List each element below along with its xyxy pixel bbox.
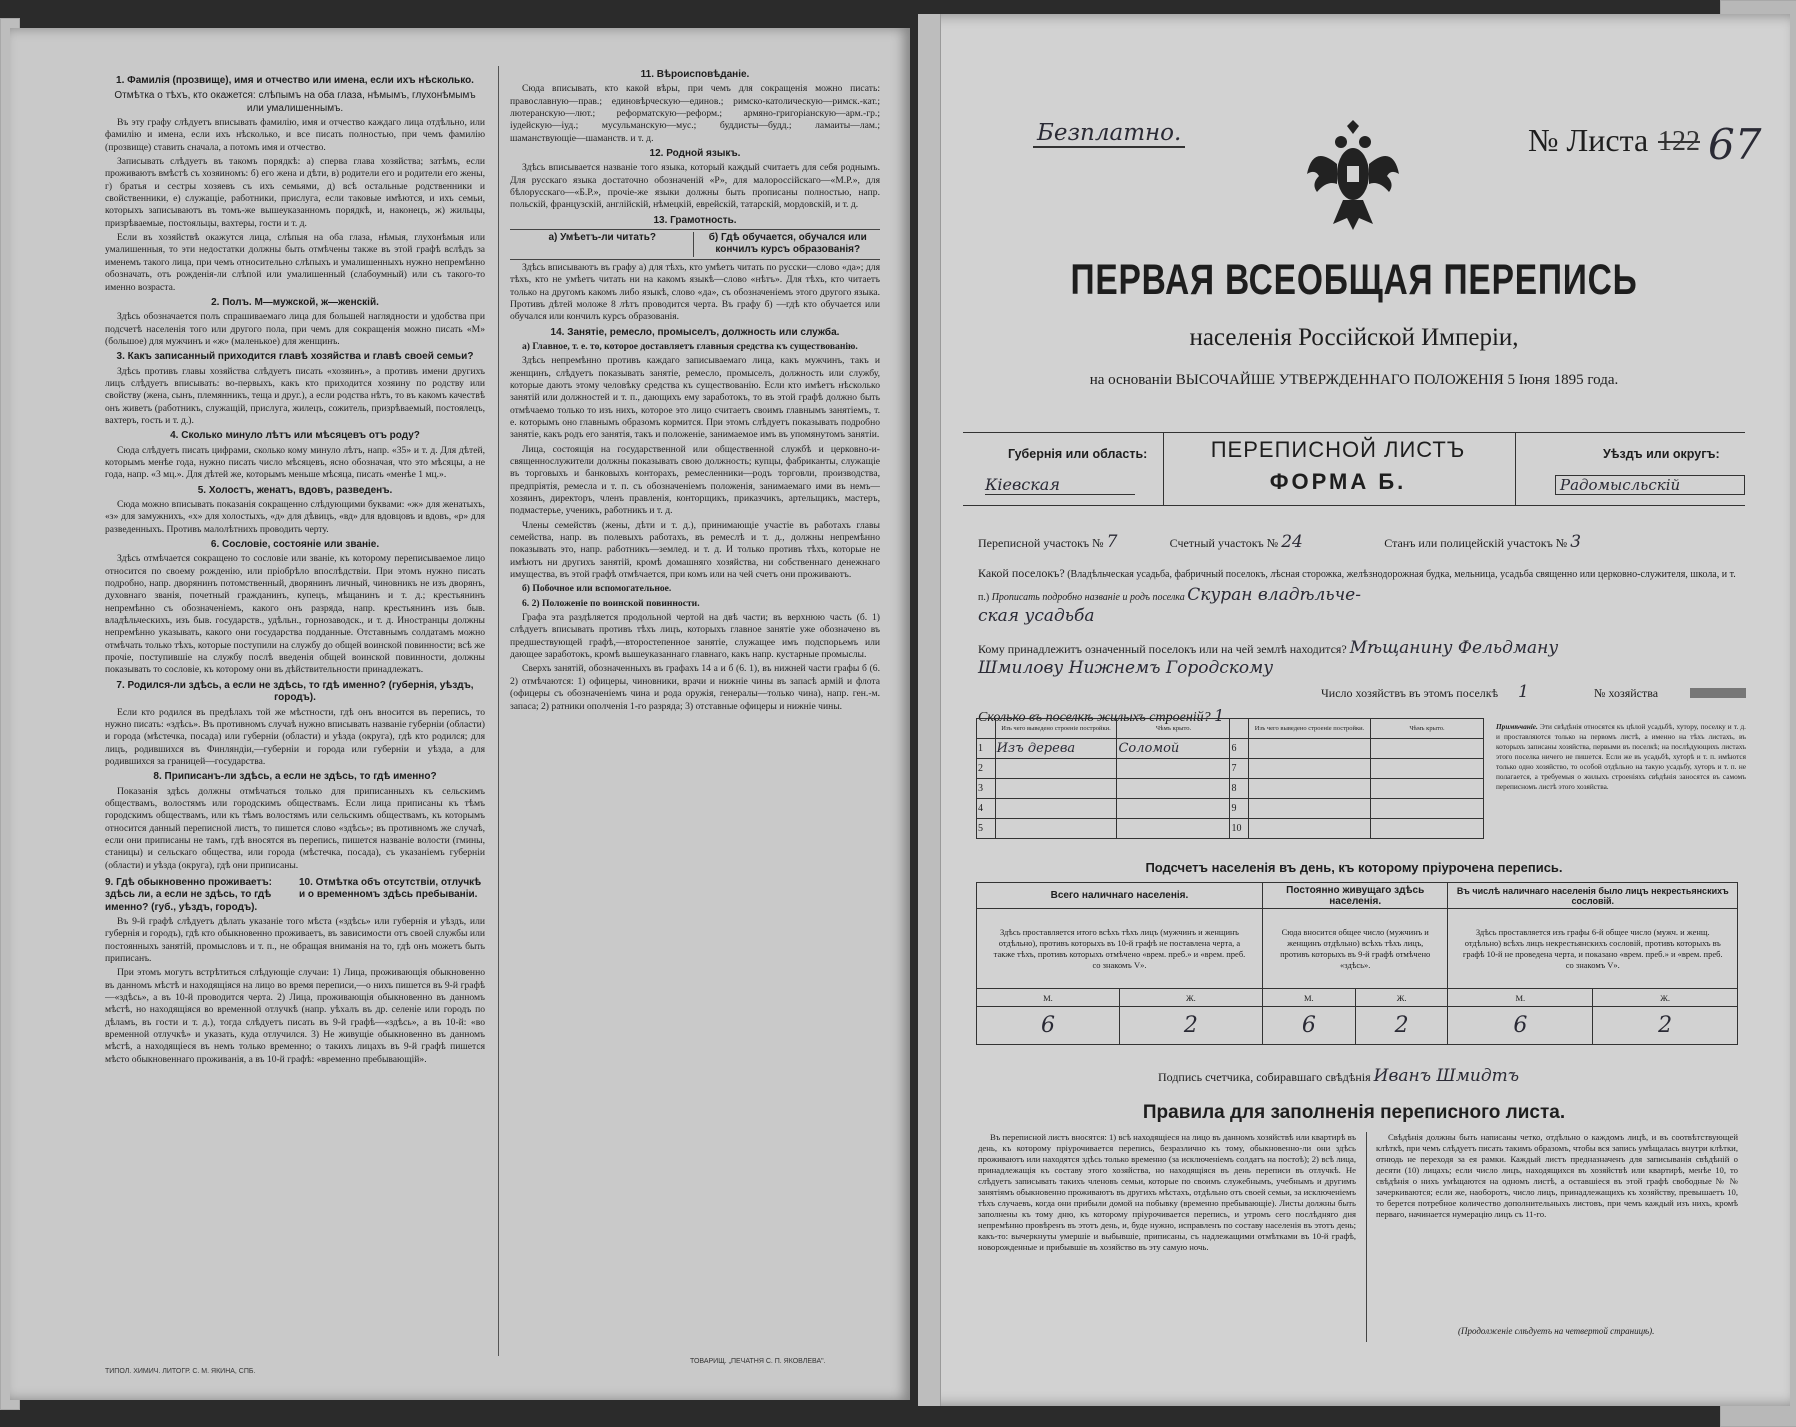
table-row (977, 779, 1484, 799)
stamp-free: Безплатно. (1033, 120, 1185, 148)
household-number-label: № хозяйства (1594, 686, 1659, 700)
left-page-instructions (10, 28, 910, 1400)
paragraph: Если въ хозяйствѣ окажутся лица, слѣпыя на оба глаза, нѣмыя, глухонѣмыя или умалишенныя, то эти недостатки должны быть отмѣчены также въ этой графѣ вслѣдъ за именемъ такого лица, при чемъ относительно слѣпыхъ и умалишенныхъ нужно непремѣнно обозначать, отъ рожденія-ли слѣпой или умалишенный (слабоумный) или съ такого-то именно возраста. (105, 232, 485, 293)
instructions-column-1 (105, 72, 485, 1357)
row-number: 2 (977, 759, 996, 779)
total-female: 2 (1119, 1007, 1262, 1045)
households-line (978, 682, 1738, 706)
table-row (977, 759, 1484, 779)
paragraph: Сюда слѣдуетъ писать цифрами, сколько кому минуло лѣтъ, напр. «35» и т. д. Для дѣтей, которымъ менѣе года, нужно писать число мѣсяцевъ, ясно обозначая, что это мѣсяцы, а не года, напр. «3 мц.». Для дѣтей же, которымъ меньше мѣсяца, писать «менѣе 1 мц.». (105, 444, 485, 481)
column-divider (498, 66, 499, 1356)
heading-q13: 13. Грамотность. (653, 214, 737, 226)
paragraph: Лица, состоящія на государственной или общественной службѣ и церковно-и-священнослужители должны показывать свою должность; купцы, фабриканты, служащіе въ торговыхъ и банковыхъ конторахъ, ремесленники—родъ торговли, производства, предпріятія, ремесла и т. п. съ обозначеніемъ положенія, занимаемаго ими въ немъ—хозяинъ, директоръ, членъ правленія, конторщикъ, приказчикъ, артельщикъ, мастеръ, подмастерье, ученикъ, работникъ и т. д. (510, 443, 880, 517)
schetny-label: Счетный участокъ № (1169, 536, 1279, 550)
count-title: Подсчетъ населенія въ день, къ которому пріурочена перепись. (1145, 860, 1563, 875)
rules-continued: (Продолженіе слѣдуетъ на четвертой страницѣ). (1458, 1326, 1655, 1336)
bt-header-material: Изъ чего выведено строеніе постройки. (1249, 719, 1371, 739)
rules-title: Правила для заполненія переписного листа. (1142, 1102, 1566, 1123)
stan-label: Станъ или полицейскій участокъ № (1384, 536, 1568, 550)
heading-q12: 12. Родной языкъ. (649, 148, 741, 160)
stan-value: 3 (1570, 532, 1582, 552)
poselok-value-2: ская усадьба (978, 606, 1095, 626)
printer-imprint-right: ТОВАРИЩ. „ПЕЧАТНЯ С. П. ЯКОВЛЕВА". (690, 1358, 826, 1365)
count-header-non-peasant: Въ числѣ наличнаго населенія было лицъ некрестьянскихъ сословій. (1448, 883, 1738, 909)
uezd-label: Уѣздъ или округъ: (1603, 447, 1720, 461)
right-page-census-form (918, 14, 1790, 1406)
paragraph: а) Главное, т. е. то, которое доставляетъ главныя средства къ существованію. (522, 340, 858, 352)
form-title: ПЕРЕПИСНОЙ ЛИСТЪ (1210, 437, 1466, 462)
sheet-number-struck: 122 (1658, 126, 1700, 157)
schetny-value: 24 (1281, 532, 1303, 552)
heading-q7: 7. Родился-ли здѣсь, а если не здѣсь, то гдѣ именно? (губернія, уѣздъ, городъ). (116, 679, 474, 704)
gubernia-label: Губернія или область: (1008, 447, 1148, 461)
buildings-table (976, 718, 1484, 839)
gubernia-value: Кіевская (985, 475, 1135, 495)
count-desc-permanent: Сюда вносится общее число (мужчинъ и женщинъ отдѣльно) всѣхъ тѣхъ лицъ, противъ которыхъ въ 9-й графѣ отмѣчено «здѣсь». (1262, 909, 1448, 989)
rules-right-column: Свѣдѣнія должны быть написаны четко, отдѣльно о каждомъ лицѣ, и въ соотвѣтствующей клѣткѣ, при чемъ слѣдуетъ писать такимъ образомъ, чтобы вся запись умѣщалась внутри клѣтки, отнюдь не переходя за ея рамки. Каждый листъ предназначенъ для записыванія свѣдѣній о десяти (10) лицахъ; если число лицъ, находящихся въ хозяйствѣ или квартирѣ, менѣе 10, то свѣдѣнія о нихъ умѣщаются на одномъ листѣ, а оставшіеся въ этой графѣ свободные № № зачеркиваются; если же, наоборотъ, число лицъ, принадлежащихъ къ хозяйству, превышаетъ 10, то берется потребное количество дополнительныхъ листовъ, при чемъ каждый изъ нихъ, кромѣ перваго, начинается нумерацію лицъ съ 11-го. (1376, 1132, 1738, 1219)
material-cell: Изъ дерева (995, 739, 1117, 759)
paragraph: б) Побочное или вспомогательное. (522, 583, 672, 595)
heading-q10: 10. Отмѣтка объ отсутствіи, отлучкѣ и о временномъ здѣсь пребываніи. (299, 876, 482, 901)
male-label: М. (1262, 989, 1355, 1007)
row-number: 8 (1230, 779, 1249, 799)
row-number: 1 (977, 739, 996, 759)
table-row (977, 739, 1484, 759)
female-label: Ж. (1355, 989, 1448, 1007)
row-number: 3 (977, 779, 996, 799)
form-subtitle: населенія Россійской Имперіи, (1189, 324, 1519, 351)
household-number-redacted (1690, 688, 1746, 698)
row-number: 6 (1230, 739, 1249, 759)
poselok-value-1: Скуран владѣльче- (1187, 585, 1361, 605)
buildings-note (1496, 722, 1746, 792)
paragraph: Здѣсь обозначается полъ спрашиваемаго лица для большей наглядности и удобства при подсчетѣ населенія того или другого пола, при чемъ для сокращенія можно писать «М» (большое) для мужчинъ и «ж» (маленькое) для женщинъ. (105, 311, 485, 347)
note-text: Эти свѣдѣнія относятся къ цѣлой усадьбѣ, хутору, поселку и т. д. и проставляются только на первомъ листѣ, а именно на тѣхъ листахъ, въ которыхъ записаны хозяйства, первыми въ поселкѣ; на послѣдующихъ листахъ этого поселка ничего не пишется. Если же въ усадьбѣ, хуторѣ и т. п. имѣются только одно хозяйство, то особой отдѣльно на такую усадьбу, хуторъ и т. п. не полагается, а требуемыя о жилыхъ строеніяхъ свѣдѣнія заносятся въ самомъ переписномъ листѣ этого хозяйства. (1496, 722, 1746, 791)
male-label: М. (1448, 989, 1593, 1007)
heading-q14: 14. Занятіе, ремесло, промыселъ, должность или служба. (550, 326, 840, 338)
row-number: 9 (1230, 799, 1249, 819)
heading-q9: 9. Гдѣ обыкновенно проживаетъ: здѣсь ли, а если не здѣсь, то гдѣ именно? (губ., уѣздъ, городъ). (105, 876, 272, 913)
form-letter: ФОРМА Б. (1269, 469, 1407, 494)
households-label: Число хозяйствъ въ этомъ поселкѣ (1321, 686, 1499, 700)
owner-line (978, 638, 1738, 658)
poselok-hint2: Прописать подробно названіе и родъ поселка (991, 592, 1185, 603)
owner-value-2: Шмилову Нижнемъ Городскому (978, 658, 1274, 678)
bt-header-roof: Чѣмъ крыто. (1370, 719, 1483, 739)
buildings-label: Сколько въ поселкѣ жилыхъ строеній? (978, 710, 1211, 725)
row-number: 10 (1230, 819, 1249, 839)
female-label: Ж. (1593, 989, 1738, 1007)
row-number: 7 (1230, 759, 1249, 779)
rules-left-column: Въ переписной листъ вносятся: 1) всѣ находящіеся на лицо въ данномъ хозяйствѣ или квартирѣ въ день, къ которому пріурочивается перепись, безразлично къ тому, обыкновенно-ли они здѣсь проживаютъ или находятся здѣсь только временно (за исключеніемъ солдатъ на постоѣ); 2) всѣ лица, принадлежащія къ составу этого хозяйства, но находящіяся въ день переписи въ отлучкѣ. Не слѣдуетъ записывать такихъ членовъ семьи, которые по своимъ служебнымъ, учебнымъ и другимъ занятіямъ обыкновенно проживаютъ въ другихъ мѣстахъ, отдѣльно отъ своей семьи, за исключеніемъ тѣхъ случаевъ, когда они прибыли домой на побывку (временно пребывающіе). Листы должны быть заполнены къ тому дню, къ которому пріурочивается перепись, и утромъ сего послѣдняго дня непремѣнно провѣренъ въ этотъ день, и, буде нужно, исправленъ по составу населенія въ этотъ день; какъ-то: вычеркнуты умершіе и выбывшіе, приписаны, съ надлежащими отмѣтками въ 10-й графѣ, новорожденные и прибывшіе въ хозяйство въ эту самую ночь. (978, 1132, 1356, 1252)
heading-q1: 1. Фамилія (прозвище), имя и отчество или имена, если ихъ нѣсколько. (116, 75, 474, 86)
heading-q6: 6. Сословіе, состояніе или званіе. (210, 539, 380, 551)
households-value: 1 (1518, 682, 1529, 702)
imperial-eagle-emblem (1303, 114, 1403, 234)
paragraph: Здѣсь отмѣчается сокращено то сословіе или званіе, къ которому переписываемое лицо относится по своему рожденію, или пріобрѣло впослѣдствіи. При этомъ нужно писать подробно, напр. дворянинъ потомственный, дворянинъ личный, чиновникъ не изъ дворянъ, духовнаго званія, почетный гражданинъ, купецъ, мѣщанинъ и т. д.; крестьянинъ непремѣнно съ обозначеніемъ, какого онъ разряда, напр. крестьянинъ изъ быв. владѣльческихъ, изъ быв. государств., удѣльн., горнозаводск., и т. д. Иностранцы должны непремѣнно указывать, какого они государства подданные. Отставнымъ солдатамъ можно отмѣчать только тѣхъ, которые поступили на службу до общей воинской повинности; всѣ же прочіе, поступившіе на службу послѣ введенія общей воинской повинности, должны показывать то сословіе, къ которому они въ дѣйствительности принадлежатъ. (105, 553, 485, 676)
sheet-number-handwritten: 67 (1708, 120, 1762, 169)
heading-q2: 2. Полъ. М—мужской, ж—женскій. (211, 296, 379, 308)
signature-label: Подпись счетчика, собиравшаго свѣдѣнія (1158, 1070, 1371, 1084)
heading-q1-sub: Отмѣтка о тѣхъ, кто окажется: слѣпымъ на оба глаза, нѣмымъ, глухонѣмымъ или умалишеннымъ. (114, 90, 476, 114)
total-male: 6 (977, 1007, 1120, 1045)
paragraph: Здѣсь непремѣнно противъ каждаго записываемаго лица, какъ мужчинъ, такъ и женщинъ, слѣдуетъ показывать занятіе, ремесло, промыселъ, должность или службу, которые даютъ этому человѣку средства къ существованію. Если кто имѣетъ нѣсколько занятій или должностей и т. п., дающихъ ему заработокъ, то въ этой графѣ должно быть отмѣчаемо только то изъ нихъ, которое это лицо считаетъ своимъ главнымъ занятіемъ, т. е. которымъ оно главнымъ образомъ кормится. При этомъ слѣдуетъ показывать подробно занятіе, какъ родъ его занятія, такъ и положеніе, занимаемое имъ въ упомянутомъ занятіи. (510, 355, 880, 441)
row-number: 5 (977, 819, 996, 839)
heading-q5: 5. Холостъ, женатъ, вдовъ, разведенъ. (197, 484, 393, 496)
bt-header-roof: Чѣмъ крыто. (1117, 719, 1230, 739)
paragraph: Графа эта раздѣляется продольной чертой на двѣ части; въ верхнюю часть (б. 1) слѣдуетъ вписывать противъ тѣхъ лицъ, которыхъ главное занятіе уже обозначено въ предшествующей графѣ,—второстепенное занятіе, служащее имъ подспорьемъ или дающее заработокъ, кромѣ вышеуказаннаго главнаго, какъ напр. кустарные промыслы. (510, 612, 880, 661)
paragraph: Члены семействъ (жены, дѣти и т. д.), принимающіе участіе въ работахъ главы семейства, напр. въ полевыхъ работахъ, въ ремеслѣ и т. д., должны непремѣнно показывать это, напр. работникъ—землед. и т. д. И только противъ тѣхъ, которые не имѣютъ ни другихъ занятій, кромѣ домашняго хозяйства, ни собственнаго денежнаго имущества, въ этой графѣ отмѣчается, при комъ или на чей счетъ они проживаютъ. (510, 519, 880, 581)
uezd-value: Радомысльскій (1555, 475, 1745, 495)
roof-cell: Соломой (1117, 739, 1230, 759)
paragraph: Сюда вписывать, кто какой вѣры, при чемъ для сокращенія можно писать: православную—прав.; единовѣрческую—единов.; римско-католическую—римск.-кат.; лютеранскую—лют.; реформатскую—реформ.; армяно-григоріанскую—арм.-гр.; іудейскую—іуд.; мусульманскую—мус.; буддисты—будд.; ламаиты—лам.; шаманствующіе—шаманств. и т. д. (510, 83, 880, 144)
heading-q13a: а) Умѣетъ-ли читать? (512, 232, 694, 257)
binding-edge (918, 14, 941, 1406)
sheet-number-label: № Листа (1528, 122, 1649, 158)
heading-q4: 4. Сколько минуло лѣтъ или мѣсяцевъ отъ роду? (170, 430, 420, 442)
paragraph: Въ эту графу слѣдуетъ вписывать фамилію, имя и отчество каждаго лица отдѣльно, или фамилію и имена, если ихъ нѣсколько, и все писать полностью, при чемъ фамилію (прозвище) ставить сначала, а потомъ имя и отчество. (105, 117, 485, 153)
owner-label: Кому принадлежитъ означенный поселокъ или на чей землѣ находится? (978, 642, 1347, 656)
poselok-hint: (Владѣльческая усадьба, фабричный поселокъ, лѣсная сторожка, желѣзнодорожная будка, мельница, усадьба священно или церковно-служителя, школа, и т. п.) (978, 569, 1736, 603)
non-peasant-male: 6 (1448, 1007, 1593, 1045)
poselok-label: Какой поселокъ? (978, 566, 1065, 580)
heading-q11: 11. Вѣроисповѣданіе. (640, 69, 750, 80)
uchastok-value: 7 (1106, 532, 1118, 552)
paragraph: 6. 2) Положеніе по воинской повинности. (522, 597, 700, 609)
permanent-female: 2 (1355, 1007, 1448, 1045)
paragraph: Здѣсь вписываютъ въ графу а) для тѣхъ, кто умѣетъ читать по русски—слово «да»; для тѣхъ, кто не умѣетъ читать ни на какомъ языкѣ—слово «нѣтъ». Для тѣхъ, кто читаетъ только на другомъ какомъ либо языкѣ, слово «да», съ обозначеніемъ этого другого языка. Противъ дѣтей моложе 8 лѣтъ проводится черта. Въ графу б) —гдѣ кто обучается или обучался или кончилъ курсъ образованія. (510, 261, 880, 323)
table-row (977, 799, 1484, 819)
divider (1366, 1132, 1367, 1342)
form-basis: на основаніи ВЫСОЧАЙШЕ УТВЕРЖДЕННАГО ПОЛОЖЕНІЯ 5 Іюня 1895 года. (1089, 372, 1619, 388)
heading-q13b: б) Гдѣ обучается, обучался или кончилъ курсъ образованія? (708, 232, 867, 256)
male-label: М. (977, 989, 1120, 1007)
instructions-column-2 (510, 66, 880, 1356)
female-label: Ж. (1119, 989, 1262, 1007)
signature-line (1158, 1066, 1519, 1086)
bt-header-material: Изъ чего выведено строеніе постройки. (995, 719, 1117, 739)
heading-q3: 3. Какъ записанный приходится главѣ хозяйства и главѣ своей семьи? (116, 351, 474, 363)
poselok-block (978, 563, 1738, 608)
permanent-male: 6 (1262, 1007, 1355, 1045)
count-header-permanent: Постоянно живущаго здѣсь населенія. (1262, 883, 1448, 909)
form-header-block (963, 432, 1745, 506)
uchastok-line (978, 532, 1738, 552)
paragraph: Показанія здѣсь должны отмѣчаться только для приписанныхъ къ сельскимъ обществамъ, волостямъ или городскимъ обществамъ. Если лица приписаны къ тѣмъ городскимъ обществамъ, или къ тѣмъ волостямъ или сельскимъ обществамъ, къ которымъ относится данный переписной листъ, то пишется слово «здѣсь»; въ противномъ же случаѣ, если они приписаны не тамъ, гдѣ вносятся въ перепись, пишется названіе волости (гмины, станицы) и сельскаго общества, или города (мѣстечка, посада), съ указаніемъ губерніи (области) и уѣзда (округа), гдѣ они приписаны. (105, 785, 485, 871)
uchastok-label: Переписной участокъ № (978, 536, 1104, 550)
note-title: Примѣчаніе. (1496, 722, 1538, 731)
paragraph: Здѣсь вписывается названіе того языка, который каждый считаетъ для себя роднымъ. Для русскаго языка достаточно обозначеній «Р», для малороссійскаго—«М.Р.», для бѣлорусскаго—«Б.Р.», прочіе-же языки должны быть прописаны полностью, напр. польскій, французскій, англійскій, нѣмецкій, еврейскій, татарскій, мордовскій, и т. д. (510, 162, 880, 211)
heading-q8: 8. Приписанъ-ли здѣсь, а если не здѣсь, то гдѣ именно? (153, 771, 437, 783)
row-number: 4 (977, 799, 996, 819)
owner-value-1: Мѣщанину Фельдману (1349, 638, 1559, 658)
form-main-title: ПЕРВАЯ ВСЕОБЩАЯ ПЕРЕПИСЬ (1070, 256, 1638, 304)
non-peasant-female: 2 (1593, 1007, 1738, 1045)
paragraph: Здѣсь противъ главы хозяйства слѣдуетъ писать «хозяинъ», а противъ имени другихъ лицъ слѣдуетъ вписывать: во-первыхъ, какъ кто приходится хозяину по родству или свойству (жена, сынъ, племянникъ, теща и друг.), а если родства нѣтъ, то въ какомъ качествѣ онъ живетъ (работникъ, служащій, прислуга, жилецъ, сожитель, призрѣваемый, постоялецъ, вахтеръ, гость и т. д.). (105, 365, 485, 426)
signature-value: Иванъ Шмидтъ (1373, 1066, 1520, 1086)
count-desc-total: Здѣсь проставляется итого всѣхъ тѣхъ лицъ (мужчинъ и женщинъ отдѣльно), противъ которыхъ въ 10-й графѣ не поставлена черта, а также тѣхъ, противъ которыхъ отмѣчено «врем. преб.» и «врем. преб. со знакомъ V». (977, 909, 1263, 989)
paragraph: Записывать слѣдуетъ въ такомъ порядкѣ: а) сперва глава хозяйства; затѣмъ, если проживаютъ вмѣстѣ съ хозяиномъ: б) его жена и дѣти, в) родители его и родители его жены, г) братья и сестры хозяевъ съ ихъ семьями, д) всѣ остальные родственники и свойственники, е) служащіе, работники, прислуга, если таковые имѣются, и ихъ семьи, которыхъ записываютъ въ томъ-же вышеуказанномъ порядкѣ, и, наконецъ, ж) жильцы, призрѣваемые, постояльцы, вахтеры, гости и т. д. (105, 156, 485, 229)
table-row (977, 819, 1484, 839)
paragraph: Въ 9-й графѣ слѣдуетъ дѣлать указаніе того мѣста («здѣсь» или губернія и уѣздъ, или губернія и городъ), гдѣ кто обыкновенно проживаетъ, въ зависимости отъ своей службы или постоянныхъ занятій, промысловъ и т. п., не обращая вниманія на то, гдѣ онъ можетъ быть приписанъ. (105, 916, 485, 965)
paragraph: Сверхъ занятій, обозначенныхъ въ графахъ 14 а и б (6. 1), въ нижней части графы б (6. 2) отмѣчаются: 1) офицеры, чиновники, врачи и нижніе чины въ запасѣ армій и флота (офицеры съ обозначеніемъ чина и рода оружія, генералы—только чина), напр. ген.-м. запаса; 2) ратники ополченія 1-го разряда; 3) отставные офицеры и нижніе чины. (510, 663, 880, 712)
count-desc-non-peasant: Здѣсь проставляется изъ графы 6-й общее число (мужч. и женщ. отдѣльно) всѣхъ лицъ некрестьянскихъ сословій, противъ которыхъ въ графѣ 10-й не проведена черта, и показано «врем. преб.» и «врем. преб. со знакомъ V». (1448, 909, 1738, 989)
population-count-table (976, 882, 1738, 1045)
buildings-value: 1 (1214, 706, 1225, 725)
count-header-total: Всего наличнаго населенія. (977, 883, 1263, 909)
paragraph: Если кто родился въ предѣлахъ той же мѣстности, гдѣ онъ вносится въ перепись, то нужно писать: «здѣсь». Въ противномъ случаѣ нужно вписывать названіе губерніи (области) и города (мѣстечка, посада) или губерніи (области) и уѣзда (округа), гдѣ кто родился; для лицъ, родившихся въ Финляндіи,—губерніи и города или губерніи и уѣзда, а для родившихся за границей—государства. (105, 706, 485, 767)
printer-imprint-left: ТИПОЛ. ХИМИЧ. ЛИТОГР. С. М. ЯКИНА, СПБ. (105, 1368, 256, 1375)
divider (1515, 433, 1516, 505)
paragraph: Сюда можно вписывать показанія сокращенно слѣдующими буквами: «ж» для женатыхъ, «з» для замужнихъ, «х» для холостыхъ, «д» для дѣвицъ, «вд» для вдовцовъ и вдовъ, «р» для разведенныхъ. Противъ малолѣтнихъ проводить черту. (105, 499, 485, 535)
paragraph: При этомъ могутъ встрѣтиться слѣдующіе случаи: 1) Лица, проживающія обыкновенно въ данномъ мѣстѣ и находящіяся на лицо во время переписи,—о нихъ пишется въ 9-й графѣ—«здѣсь», а въ 10-й проводится черта. 2) Лица, проживающія обыкновенно въ данномъ мѣстѣ, но находящіяся во временной отлучкѣ (напр. уѣхалъ въ др. селеніе или городъ по дѣламъ, въ гости и т. д.), тогда слѣдуетъ писать въ 9-й графѣ—«здѣсь», а въ 10-й: «во временной отлучкѣ» и указать, куда отлучился. 3) Не живущіе обыкновенно въ данномъ мѣстѣ, а находящіеся въ немъ только временно; о такихъ лицахъ въ 9-й графѣ пишется мѣсто обыкновеннаго проживанія, а въ 10-й графѣ: «временно пребывающій». (105, 967, 485, 1065)
